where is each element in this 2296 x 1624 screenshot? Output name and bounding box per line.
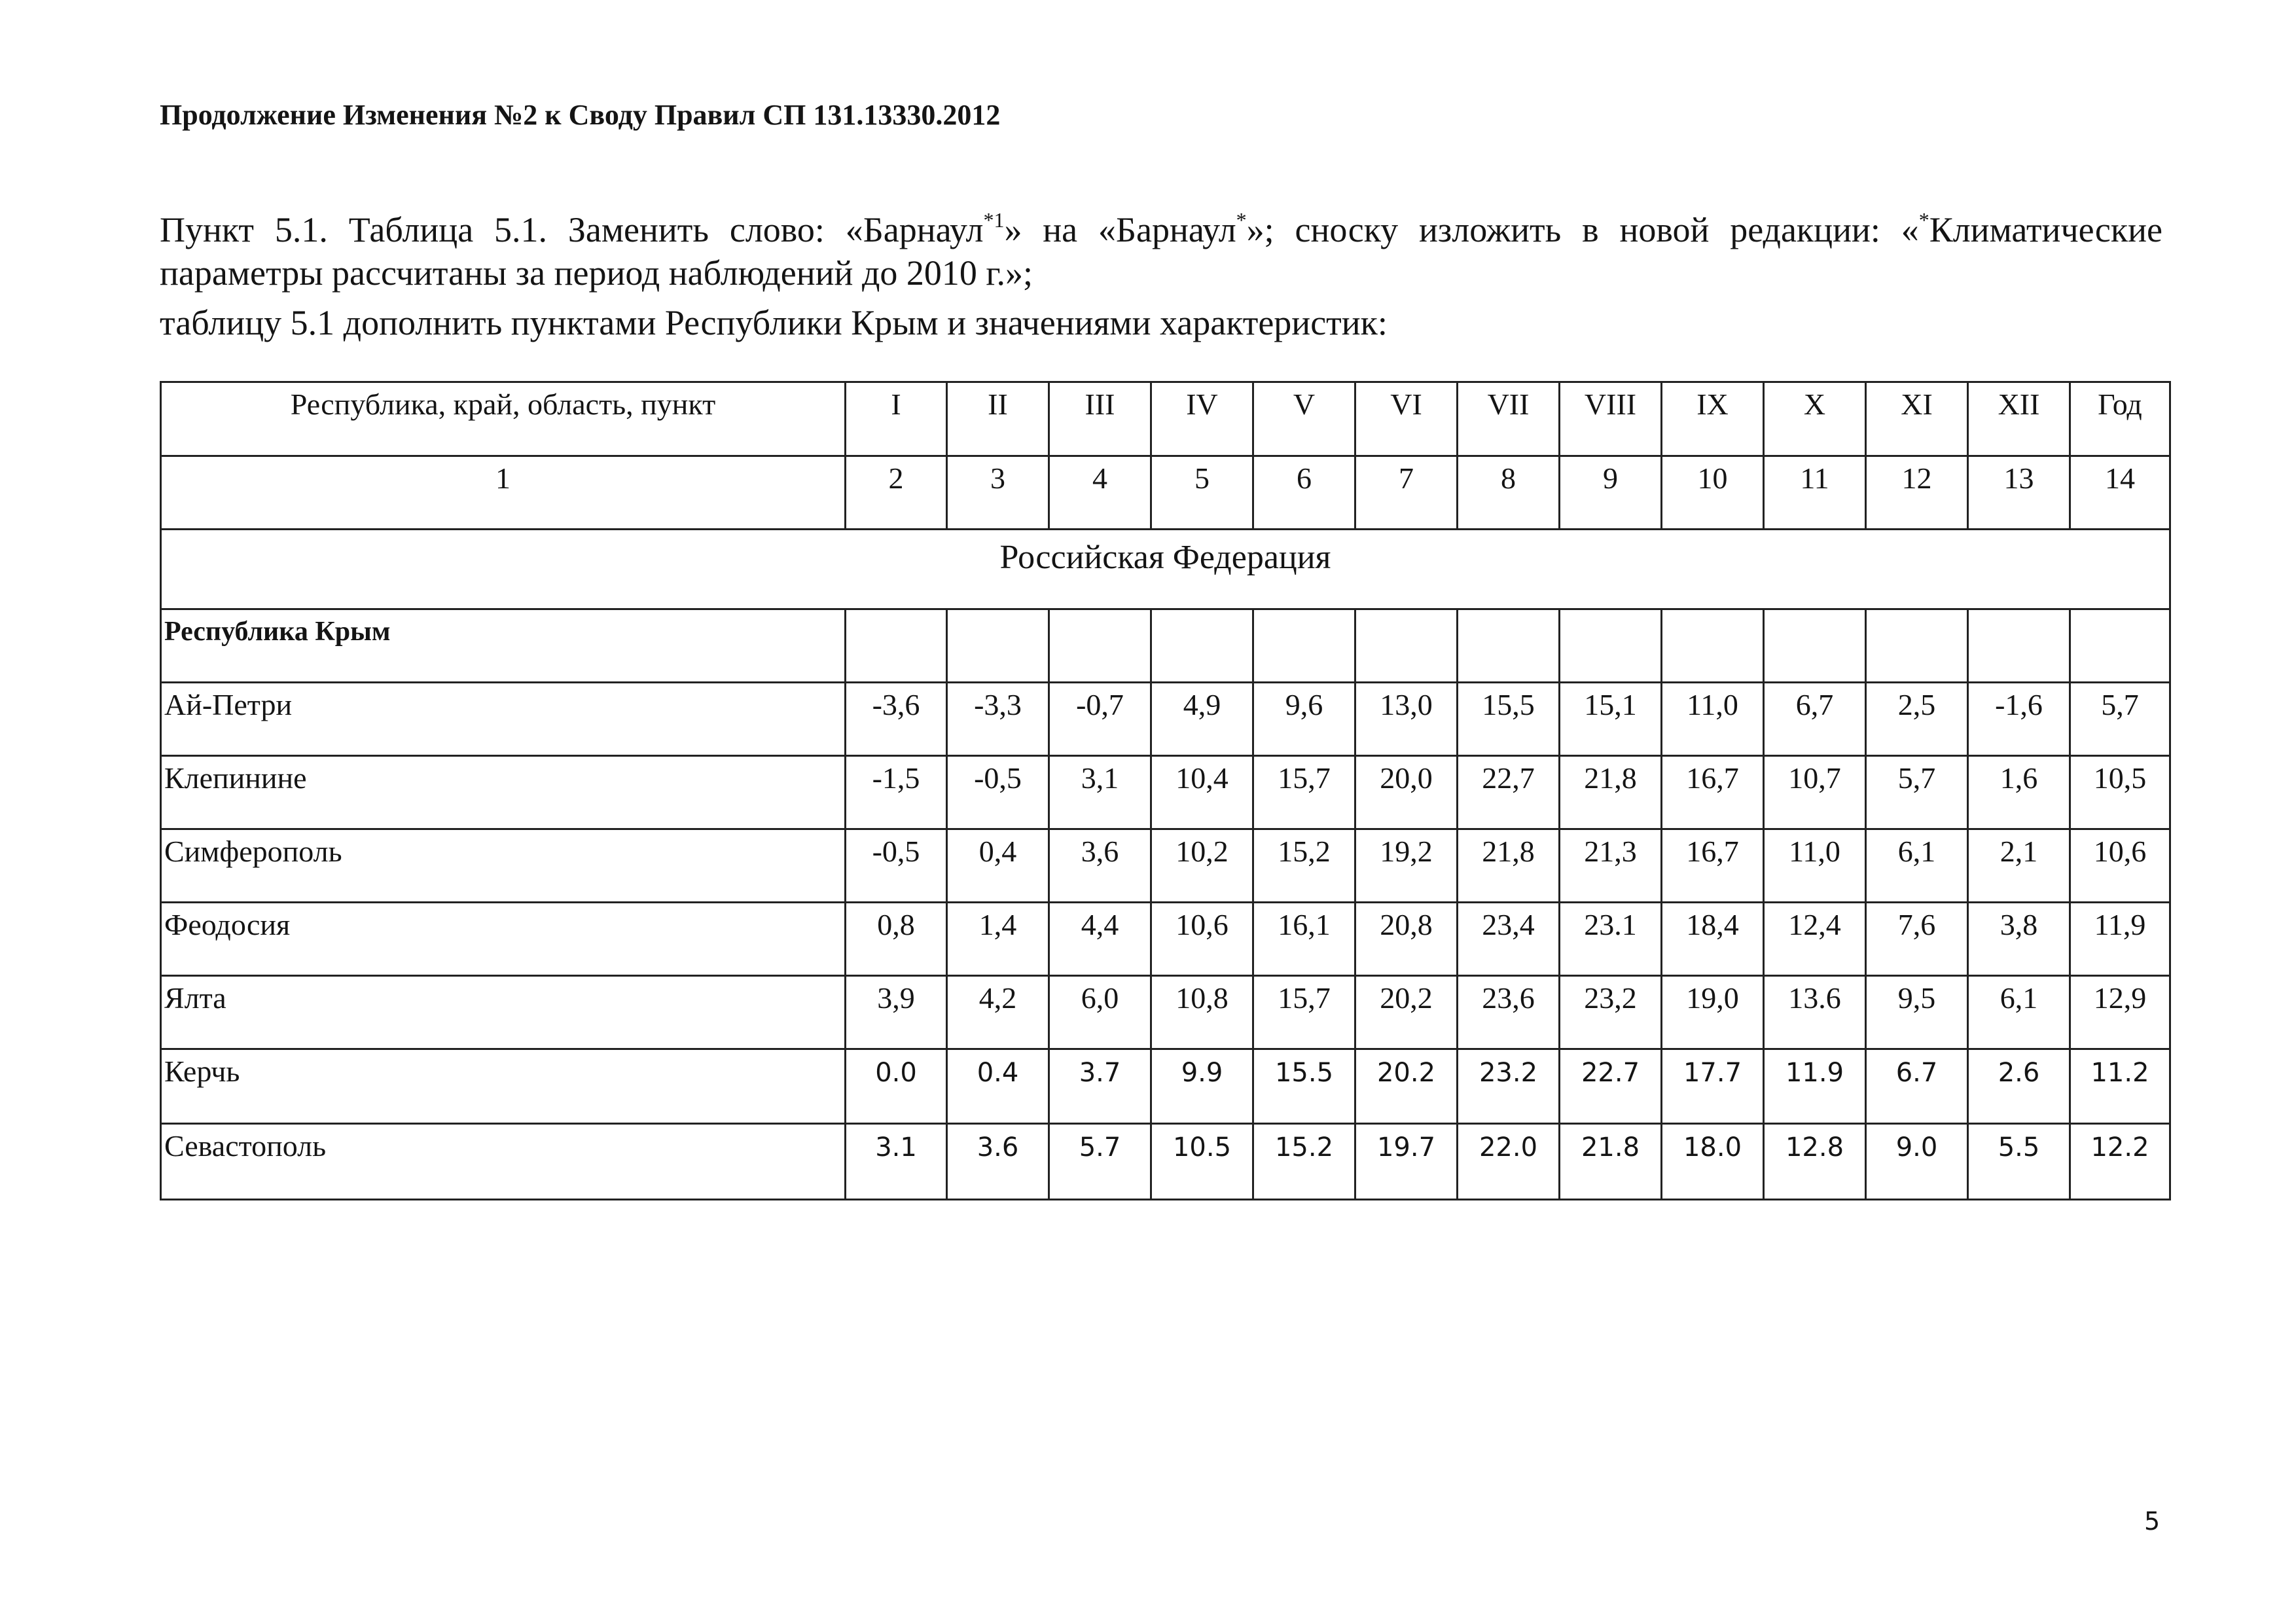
temperature-value: 7,6 [1866,903,1968,976]
temperature-value: 4,2 [947,976,1049,1049]
temperature-value: 6.7 [1866,1049,1968,1124]
temperature-value: 23,2 [1560,976,1662,1049]
temperature-value: 11,9 [2070,903,2170,976]
footnote-mark-3: * [1918,208,1929,232]
temperature-value: 15,2 [1253,829,1355,903]
temperature-value: 10,8 [1151,976,1253,1049]
header-cell-month: IX [1662,382,1764,456]
temperature-value: 2.6 [1968,1049,2070,1124]
temperature-value: 18,4 [1662,903,1764,976]
temperature-value: 21,8 [1560,756,1662,829]
temperature-value: 18.0 [1662,1124,1764,1200]
temperature-value: 15.5 [1253,1049,1355,1124]
temperature-value: -1,6 [1968,683,2070,756]
temperature-value: 15.2 [1253,1124,1355,1200]
table-header-row [161,382,2170,456]
temperature-value: 17.7 [1662,1049,1764,1124]
column-number-cell: 12 [1866,456,1968,530]
table-row [161,1049,2170,1124]
temperature-value: 19,0 [1662,976,1764,1049]
temperature-value: 16,7 [1662,756,1764,829]
header-cell-year: Год [2070,382,2170,456]
temperature-value: 12.8 [1764,1124,1866,1200]
column-number-cell: 1 [161,456,846,530]
header-cell-month: X [1764,382,1866,456]
temperature-value: 10,4 [1151,756,1253,829]
temperature-value: 10,2 [1151,829,1253,903]
temperature-value: 10.5 [1151,1124,1253,1200]
temperature-value: 4,9 [1151,683,1253,756]
temperature-value: 20,2 [1355,976,1458,1049]
empty-cell [1764,609,1866,683]
empty-cell [1560,609,1662,683]
temperature-value: 0.0 [846,1049,947,1124]
table-row [161,683,2170,756]
section-row [161,530,2170,609]
temperature-value: 21,8 [1458,829,1560,903]
temperature-value: 9,6 [1253,683,1355,756]
section-title: Российская Федерация [161,530,2170,609]
temperature-value: 3.7 [1049,1049,1151,1124]
temperature-value: 11.9 [1764,1049,1866,1124]
table-row [161,829,2170,903]
temperature-value: 6,1 [1866,829,1968,903]
temperature-value: 16,1 [1253,903,1355,976]
temperature-value: 19,2 [1355,829,1458,903]
table-row [161,903,2170,976]
column-number-cell: 8 [1458,456,1560,530]
temperature-value: 4,4 [1049,903,1151,976]
column-number-cell: 10 [1662,456,1764,530]
intro-text-c: »; сноску изложить в новой редакции: « [1246,210,1919,249]
station-name: Симферополь [161,829,846,903]
temperature-value: 9.0 [1866,1124,1968,1200]
temperature-value: 23,6 [1458,976,1560,1049]
column-number-cell: 11 [1764,456,1866,530]
intro-paragraph-1 [160,208,2162,295]
column-number-cell: 5 [1151,456,1253,530]
header-cell-month: V [1253,382,1355,456]
temperature-value: 9,5 [1866,976,1968,1049]
temperature-value: 5,7 [2070,683,2170,756]
header-cell-month: XI [1866,382,1968,456]
intro-text-b: » на «Барнаул [1004,210,1236,249]
intro-paragraph-2: таблицу 5.1 дополнить пунктами Республики Крым и значениями характеристик: [160,303,1388,342]
column-number-cell: 2 [846,456,947,530]
temperature-value: 10,7 [1764,756,1866,829]
temperature-value: 3.6 [947,1124,1049,1200]
temperature-value: 12,9 [2070,976,2170,1049]
column-number-row [161,456,2170,530]
station-name: Ялта [161,976,846,1049]
temperature-value: 21.8 [1560,1124,1662,1200]
temperature-value: 5,7 [1866,756,1968,829]
temperature-value: 22.0 [1458,1124,1560,1200]
temperature-value: 23.1 [1560,903,1662,976]
temperature-value: 0,4 [947,829,1049,903]
header-cell-month: IV [1151,382,1253,456]
temperature-value: 2,1 [1968,829,2070,903]
column-number-cell: 14 [2070,456,2170,530]
temperature-value: 15,7 [1253,756,1355,829]
temperature-value: 20,0 [1355,756,1458,829]
empty-cell [947,609,1049,683]
column-number-cell: 9 [1560,456,1662,530]
temperature-value: 3,1 [1049,756,1151,829]
temperature-value: 11,0 [1764,829,1866,903]
empty-cell [1662,609,1764,683]
station-name: Севастополь [161,1124,846,1200]
column-number-cell: 3 [947,456,1049,530]
temperature-value: -0,5 [846,829,947,903]
temperature-value: 3,6 [1049,829,1151,903]
temperature-value: 2,5 [1866,683,1968,756]
station-name: Феодосия [161,903,846,976]
header-cell-name: Республика, край, область, пункт [161,382,846,456]
temperature-value: 11.2 [2070,1049,2170,1124]
temperature-value: 15,5 [1458,683,1560,756]
empty-cell [1253,609,1355,683]
climate-table-body [161,382,2170,1200]
temperature-value: 6,0 [1049,976,1151,1049]
footnote-mark-2: * [1236,208,1247,232]
temperature-value: 13,0 [1355,683,1458,756]
temperature-value: 15,1 [1560,683,1662,756]
temperature-value: -0,7 [1049,683,1151,756]
footnote-mark-1: *1 [983,208,1005,232]
header-cell-month: XII [1968,382,2070,456]
station-name: Ай-Петри [161,683,846,756]
column-number-cell: 4 [1049,456,1151,530]
temperature-value: 6,1 [1968,976,2070,1049]
empty-cell [1355,609,1458,683]
temperature-value: 5.7 [1049,1124,1151,1200]
climate-table [160,381,2171,1200]
header-cell-month: II [947,382,1049,456]
temperature-value: 15,7 [1253,976,1355,1049]
temperature-value: 0,8 [846,903,947,976]
empty-cell [1049,609,1151,683]
empty-cell [1968,609,2070,683]
header-cell-month: VI [1355,382,1458,456]
temperature-value: 6,7 [1764,683,1866,756]
intro-text-a: Пункт 5.1. Таблица 5.1. Заменить слово: «Барнаул [160,210,984,249]
temperature-value: 9.9 [1151,1049,1253,1124]
temperature-value: 21,3 [1560,829,1662,903]
header-cell-month: VIII [1560,382,1662,456]
temperature-value: -1,5 [846,756,947,829]
temperature-value: 16,7 [1662,829,1764,903]
station-name: Керчь [161,1049,846,1124]
header-cell-month: III [1049,382,1151,456]
empty-cell [1458,609,1560,683]
empty-cell [1866,609,1968,683]
temperature-value: 1,4 [947,903,1049,976]
page-number: 5 [2144,1507,2161,1536]
temperature-value: 20,8 [1355,903,1458,976]
region-name: Республика Крым [161,609,846,683]
temperature-value: 23,4 [1458,903,1560,976]
temperature-value: 13.6 [1764,976,1866,1049]
empty-cell [2070,609,2170,683]
document-title: Продолжение Изменения №2 к Своду Правил СП 131.13330.2012 [160,99,1001,131]
region-row [161,609,2170,683]
column-number-cell: 7 [1355,456,1458,530]
header-cell-month: VII [1458,382,1560,456]
temperature-value: 19.7 [1355,1124,1458,1200]
temperature-value: 12.2 [2070,1124,2170,1200]
temperature-value: -0,5 [947,756,1049,829]
temperature-value: 20.2 [1355,1049,1458,1124]
temperature-value: 11,0 [1662,683,1764,756]
temperature-value: 0.4 [947,1049,1049,1124]
column-number-cell: 6 [1253,456,1355,530]
temperature-value: 5.5 [1968,1124,2070,1200]
temperature-value: 3,8 [1968,903,2070,976]
temperature-value: 10,6 [2070,829,2170,903]
temperature-value: 22.7 [1560,1049,1662,1124]
temperature-value: 10,5 [2070,756,2170,829]
table-row [161,1124,2170,1200]
temperature-value: 12,4 [1764,903,1866,976]
temperature-value: -3,6 [846,683,947,756]
empty-cell [846,609,947,683]
column-number-cell: 13 [1968,456,2070,530]
temperature-value: 3.1 [846,1124,947,1200]
temperature-value: 10,6 [1151,903,1253,976]
temperature-value: 1,6 [1968,756,2070,829]
temperature-value: 3,9 [846,976,947,1049]
header-cell-month: I [846,382,947,456]
temperature-value: 23.2 [1458,1049,1560,1124]
station-name: Клепинине [161,756,846,829]
table-row [161,976,2170,1049]
temperature-value: -3,3 [947,683,1049,756]
empty-cell [1151,609,1253,683]
temperature-value: 22,7 [1458,756,1560,829]
table-row [161,756,2170,829]
intro-text-d: Климатические параметры рассчитаны за период наблюдений до 2010 г.»; [160,210,2162,293]
